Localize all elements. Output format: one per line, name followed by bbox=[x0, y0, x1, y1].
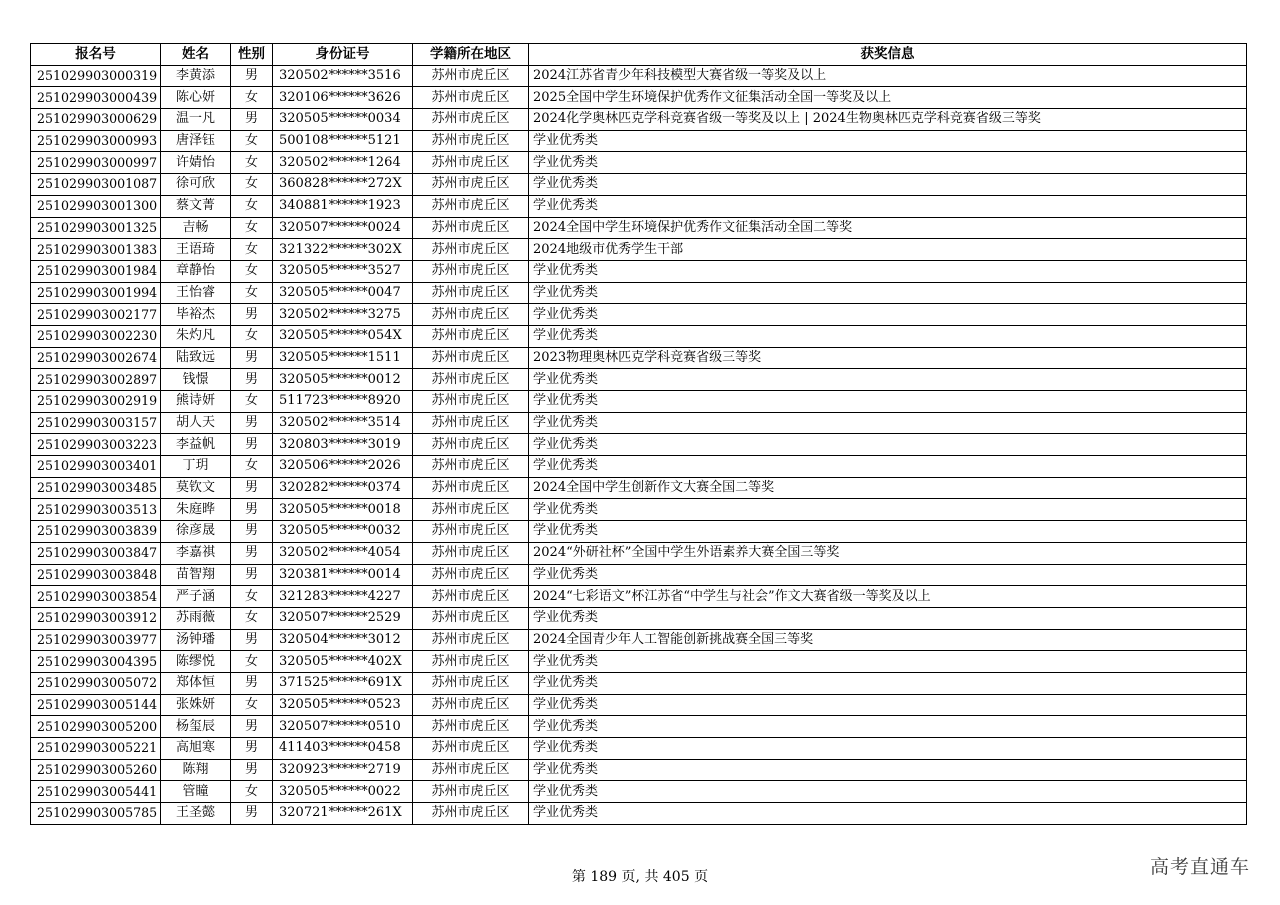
name-cell: 王怡睿 bbox=[161, 282, 231, 304]
id-number-cell: 320507******2529 bbox=[273, 607, 413, 629]
region-cell: 苏州市虎丘区 bbox=[413, 586, 529, 608]
registration-no-cell: 251029903000629 bbox=[31, 109, 161, 131]
id-number-cell: 320502******1264 bbox=[273, 152, 413, 174]
region-cell: 苏州市虎丘区 bbox=[413, 391, 529, 413]
registration-no-cell: 251029903001383 bbox=[31, 239, 161, 261]
table-row bbox=[31, 542, 1247, 564]
registration-no-cell: 251029903005221 bbox=[31, 738, 161, 760]
name-cell: 唐泽钰 bbox=[161, 130, 231, 152]
award-info-cell: 学业优秀类 bbox=[529, 651, 1247, 673]
registration-no-cell: 251029903005441 bbox=[31, 781, 161, 803]
gender-cell: 男 bbox=[231, 304, 273, 326]
name-cell: 徐可欣 bbox=[161, 174, 231, 196]
gender-cell: 男 bbox=[231, 477, 273, 499]
award-info-cell: 2024“七彩语文”杯江苏省“中学生与社会”作文大赛省级一等奖及以上 bbox=[529, 586, 1247, 608]
registration-no-cell: 251029903003977 bbox=[31, 629, 161, 651]
award-info-cell: 学业优秀类 bbox=[529, 391, 1247, 413]
gender-cell: 女 bbox=[231, 130, 273, 152]
gender-cell: 女 bbox=[231, 217, 273, 239]
table-row bbox=[31, 325, 1247, 347]
award-info-cell: 学业优秀类 bbox=[529, 260, 1247, 282]
table-row bbox=[31, 716, 1247, 738]
name-cell: 章静怡 bbox=[161, 260, 231, 282]
gender-cell: 男 bbox=[231, 738, 273, 760]
name-cell: 胡人天 bbox=[161, 412, 231, 434]
table-row bbox=[31, 456, 1247, 478]
table-row bbox=[31, 651, 1247, 673]
gender-cell: 男 bbox=[231, 542, 273, 564]
region-cell: 苏州市虎丘区 bbox=[413, 607, 529, 629]
header-gender: 性别 bbox=[231, 44, 273, 66]
region-cell: 苏州市虎丘区 bbox=[413, 152, 529, 174]
id-number-cell: 320803******3019 bbox=[273, 434, 413, 456]
region-cell: 苏州市虎丘区 bbox=[413, 434, 529, 456]
table-row bbox=[31, 152, 1247, 174]
name-cell: 蔡文菁 bbox=[161, 195, 231, 217]
table-row bbox=[31, 260, 1247, 282]
name-cell: 钱憬 bbox=[161, 369, 231, 391]
award-info-cell: 2024全国中学生创新作文大赛全国二等奖 bbox=[529, 477, 1247, 499]
gender-cell: 女 bbox=[231, 325, 273, 347]
region-cell: 苏州市虎丘区 bbox=[413, 477, 529, 499]
registration-no-cell: 251029903002230 bbox=[31, 325, 161, 347]
gender-cell: 女 bbox=[231, 174, 273, 196]
table-row bbox=[31, 217, 1247, 239]
id-number-cell: 320106******3626 bbox=[273, 87, 413, 109]
region-cell: 苏州市虎丘区 bbox=[413, 130, 529, 152]
award-info-cell: 学业优秀类 bbox=[529, 521, 1247, 543]
registration-no-cell: 251029903005785 bbox=[31, 803, 161, 825]
name-cell: 王语琦 bbox=[161, 239, 231, 261]
award-info-cell: 学业优秀类 bbox=[529, 803, 1247, 825]
name-cell: 管瞳 bbox=[161, 781, 231, 803]
name-cell: 温一凡 bbox=[161, 109, 231, 131]
region-cell: 苏州市虎丘区 bbox=[413, 781, 529, 803]
name-cell: 熊诗妍 bbox=[161, 391, 231, 413]
table-row bbox=[31, 65, 1247, 87]
region-cell: 苏州市虎丘区 bbox=[413, 456, 529, 478]
name-cell: 陆致远 bbox=[161, 347, 231, 369]
award-info-cell: 学业优秀类 bbox=[529, 412, 1247, 434]
registration-no-cell: 251029903001984 bbox=[31, 260, 161, 282]
gender-cell: 女 bbox=[231, 152, 273, 174]
table-row bbox=[31, 87, 1247, 109]
gender-cell: 男 bbox=[231, 347, 273, 369]
id-number-cell: 320923******2719 bbox=[273, 759, 413, 781]
award-info-cell: 2024化学奥林匹克学科竞赛省级一等奖及以上 | 2024生物奥林匹克学科竞赛省级三等奖 bbox=[529, 109, 1247, 131]
name-cell: 李黄添 bbox=[161, 65, 231, 87]
registration-table bbox=[30, 43, 1247, 825]
region-cell: 苏州市虎丘区 bbox=[413, 65, 529, 87]
region-cell: 苏州市虎丘区 bbox=[413, 672, 529, 694]
registration-no-cell: 251029903005260 bbox=[31, 759, 161, 781]
registration-no-cell: 251029903002897 bbox=[31, 369, 161, 391]
table-row bbox=[31, 391, 1247, 413]
registration-no-cell: 251029903001325 bbox=[31, 217, 161, 239]
table-row bbox=[31, 694, 1247, 716]
id-number-cell: 321283******4227 bbox=[273, 586, 413, 608]
region-cell: 苏州市虎丘区 bbox=[413, 412, 529, 434]
table-row bbox=[31, 521, 1247, 543]
gender-cell: 男 bbox=[231, 499, 273, 521]
region-cell: 苏州市虎丘区 bbox=[413, 109, 529, 131]
award-info-cell: 学业优秀类 bbox=[529, 434, 1247, 456]
page-number: 第 189 页, 共 405 页 bbox=[571, 869, 709, 885]
table-body bbox=[31, 65, 1247, 824]
id-number-cell: 320505******0032 bbox=[273, 521, 413, 543]
table-row bbox=[31, 109, 1247, 131]
table-row bbox=[31, 738, 1247, 760]
name-cell: 徐彦晟 bbox=[161, 521, 231, 543]
id-number-cell: 320507******0510 bbox=[273, 716, 413, 738]
name-cell: 朱灼凡 bbox=[161, 325, 231, 347]
watermark-text: 高考直通车 bbox=[1149, 856, 1250, 878]
id-number-cell: 340881******1923 bbox=[273, 195, 413, 217]
region-cell: 苏州市虎丘区 bbox=[413, 325, 529, 347]
table-row bbox=[31, 304, 1247, 326]
table-row bbox=[31, 282, 1247, 304]
id-number-cell: 320505******0012 bbox=[273, 369, 413, 391]
award-info-cell: 2023物理奥林匹克学科竞赛省级三等奖 bbox=[529, 347, 1247, 369]
award-info-cell: 学业优秀类 bbox=[529, 130, 1247, 152]
award-info-cell: 2024全国中学生环境保护优秀作文征集活动全国二等奖 bbox=[529, 217, 1247, 239]
registration-no-cell: 251029903005200 bbox=[31, 716, 161, 738]
name-cell: 许婧怡 bbox=[161, 152, 231, 174]
id-number-cell: 320505******0018 bbox=[273, 499, 413, 521]
registration-no-cell: 251029903002674 bbox=[31, 347, 161, 369]
header-region: 学籍所在地区 bbox=[413, 44, 529, 66]
registration-no-cell: 251029903002919 bbox=[31, 391, 161, 413]
registration-no-cell: 251029903001087 bbox=[31, 174, 161, 196]
registration-no-cell: 251029903001300 bbox=[31, 195, 161, 217]
header-id-number: 身份证号 bbox=[273, 44, 413, 66]
table-row bbox=[31, 369, 1247, 391]
registration-no-cell: 251029903000997 bbox=[31, 152, 161, 174]
region-cell: 苏州市虎丘区 bbox=[413, 282, 529, 304]
gender-cell: 女 bbox=[231, 87, 273, 109]
award-info-cell: 学业优秀类 bbox=[529, 607, 1247, 629]
table-row bbox=[31, 564, 1247, 586]
id-number-cell: 320505******0523 bbox=[273, 694, 413, 716]
registration-no-cell: 251029903001994 bbox=[31, 282, 161, 304]
region-cell: 苏州市虎丘区 bbox=[413, 347, 529, 369]
name-cell: 高旭寒 bbox=[161, 738, 231, 760]
gender-cell: 女 bbox=[231, 239, 273, 261]
award-info-cell: 2024“外研社杯”全国中学生外语素养大赛全国三等奖 bbox=[529, 542, 1247, 564]
region-cell: 苏州市虎丘区 bbox=[413, 217, 529, 239]
id-number-cell: 320502******3516 bbox=[273, 65, 413, 87]
registration-no-cell: 251029903000439 bbox=[31, 87, 161, 109]
id-number-cell: 320721******261X bbox=[273, 803, 413, 825]
region-cell: 苏州市虎丘区 bbox=[413, 803, 529, 825]
name-cell: 莫钦文 bbox=[161, 477, 231, 499]
registration-no-cell: 251029903003912 bbox=[31, 607, 161, 629]
name-cell: 吉畅 bbox=[161, 217, 231, 239]
region-cell: 苏州市虎丘区 bbox=[413, 716, 529, 738]
region-cell: 苏州市虎丘区 bbox=[413, 738, 529, 760]
id-number-cell: 411403******0458 bbox=[273, 738, 413, 760]
region-cell: 苏州市虎丘区 bbox=[413, 521, 529, 543]
gender-cell: 女 bbox=[231, 282, 273, 304]
region-cell: 苏州市虎丘区 bbox=[413, 629, 529, 651]
registration-no-cell: 251029903003847 bbox=[31, 542, 161, 564]
table-row bbox=[31, 803, 1247, 825]
gender-cell: 男 bbox=[231, 65, 273, 87]
id-number-cell: 320504******3012 bbox=[273, 629, 413, 651]
registration-no-cell: 251029903003223 bbox=[31, 434, 161, 456]
award-info-cell: 学业优秀类 bbox=[529, 781, 1247, 803]
id-number-cell: 320505******054X bbox=[273, 325, 413, 347]
table-row bbox=[31, 347, 1247, 369]
gender-cell: 男 bbox=[231, 109, 273, 131]
table-row bbox=[31, 477, 1247, 499]
name-cell: 陈心妍 bbox=[161, 87, 231, 109]
id-number-cell: 371525******691X bbox=[273, 672, 413, 694]
id-number-cell: 320505******3527 bbox=[273, 260, 413, 282]
registration-no-cell: 251029903003839 bbox=[31, 521, 161, 543]
id-number-cell: 320505******0034 bbox=[273, 109, 413, 131]
name-cell: 李益帆 bbox=[161, 434, 231, 456]
award-info-cell: 学业优秀类 bbox=[529, 325, 1247, 347]
registration-no-cell: 251029903005144 bbox=[31, 694, 161, 716]
award-info-cell: 学业优秀类 bbox=[529, 174, 1247, 196]
award-info-cell: 学业优秀类 bbox=[529, 195, 1247, 217]
id-number-cell: 320505******0047 bbox=[273, 282, 413, 304]
id-number-cell: 320282******0374 bbox=[273, 477, 413, 499]
region-cell: 苏州市虎丘区 bbox=[413, 87, 529, 109]
name-cell: 朱庭晔 bbox=[161, 499, 231, 521]
gender-cell: 男 bbox=[231, 759, 273, 781]
id-number-cell: 320507******0024 bbox=[273, 217, 413, 239]
id-number-cell: 320505******0022 bbox=[273, 781, 413, 803]
registration-no-cell: 251029903005072 bbox=[31, 672, 161, 694]
region-cell: 苏州市虎丘区 bbox=[413, 174, 529, 196]
name-cell: 郑体恒 bbox=[161, 672, 231, 694]
registration-no-cell: 251029903003157 bbox=[31, 412, 161, 434]
id-number-cell: 320505******402X bbox=[273, 651, 413, 673]
gender-cell: 女 bbox=[231, 781, 273, 803]
name-cell: 张姝妍 bbox=[161, 694, 231, 716]
gender-cell: 男 bbox=[231, 434, 273, 456]
gender-cell: 男 bbox=[231, 521, 273, 543]
region-cell: 苏州市虎丘区 bbox=[413, 759, 529, 781]
region-cell: 苏州市虎丘区 bbox=[413, 694, 529, 716]
region-cell: 苏州市虎丘区 bbox=[413, 564, 529, 586]
award-info-cell: 学业优秀类 bbox=[529, 738, 1247, 760]
registration-no-cell: 251029903003513 bbox=[31, 499, 161, 521]
gender-cell: 男 bbox=[231, 672, 273, 694]
id-number-cell: 360828******272X bbox=[273, 174, 413, 196]
table-row bbox=[31, 781, 1247, 803]
award-info-cell: 学业优秀类 bbox=[529, 499, 1247, 521]
award-info-cell: 学业优秀类 bbox=[529, 456, 1247, 478]
gender-cell: 男 bbox=[231, 629, 273, 651]
gender-cell: 男 bbox=[231, 803, 273, 825]
award-info-cell: 学业优秀类 bbox=[529, 759, 1247, 781]
name-cell: 陈缪悦 bbox=[161, 651, 231, 673]
table-row bbox=[31, 607, 1247, 629]
header-registration-no: 报名号 bbox=[31, 44, 161, 66]
gender-cell: 男 bbox=[231, 716, 273, 738]
award-info-cell: 2024江苏省青少年科技模型大赛省级一等奖及以上 bbox=[529, 65, 1247, 87]
name-cell: 汤钟璠 bbox=[161, 629, 231, 651]
name-cell: 苏雨薇 bbox=[161, 607, 231, 629]
registration-no-cell: 251029903003485 bbox=[31, 477, 161, 499]
gender-cell: 男 bbox=[231, 412, 273, 434]
award-info-cell: 2024全国青少年人工智能创新挑战赛全国三等奖 bbox=[529, 629, 1247, 651]
gender-cell: 女 bbox=[231, 195, 273, 217]
id-number-cell: 320506******2026 bbox=[273, 456, 413, 478]
id-number-cell: 320502******4054 bbox=[273, 542, 413, 564]
table-row bbox=[31, 195, 1247, 217]
gender-cell: 男 bbox=[231, 369, 273, 391]
registration-no-cell: 251029903000993 bbox=[31, 130, 161, 152]
table-row bbox=[31, 629, 1247, 651]
gender-cell: 女 bbox=[231, 651, 273, 673]
registration-no-cell: 251029903002177 bbox=[31, 304, 161, 326]
gender-cell: 女 bbox=[231, 260, 273, 282]
region-cell: 苏州市虎丘区 bbox=[413, 260, 529, 282]
gender-cell: 女 bbox=[231, 456, 273, 478]
name-cell: 丁玥 bbox=[161, 456, 231, 478]
registration-no-cell: 251029903003401 bbox=[31, 456, 161, 478]
name-cell: 陈翔 bbox=[161, 759, 231, 781]
gender-cell: 女 bbox=[231, 694, 273, 716]
region-cell: 苏州市虎丘区 bbox=[413, 542, 529, 564]
award-info-cell: 学业优秀类 bbox=[529, 564, 1247, 586]
registration-no-cell: 251029903003854 bbox=[31, 586, 161, 608]
award-info-cell: 学业优秀类 bbox=[529, 152, 1247, 174]
registration-no-cell: 251029903004395 bbox=[31, 651, 161, 673]
gender-cell: 女 bbox=[231, 586, 273, 608]
header-name: 姓名 bbox=[161, 44, 231, 66]
award-info-cell: 2025全国中学生环境保护优秀作文征集活动全国一等奖及以上 bbox=[529, 87, 1247, 109]
gender-cell: 女 bbox=[231, 391, 273, 413]
table-row bbox=[31, 174, 1247, 196]
award-info-cell: 学业优秀类 bbox=[529, 369, 1247, 391]
region-cell: 苏州市虎丘区 bbox=[413, 651, 529, 673]
registration-no-cell: 251029903003848 bbox=[31, 564, 161, 586]
region-cell: 苏州市虎丘区 bbox=[413, 195, 529, 217]
table-row bbox=[31, 130, 1247, 152]
gender-cell: 女 bbox=[231, 607, 273, 629]
award-info-cell: 学业优秀类 bbox=[529, 672, 1247, 694]
id-number-cell: 511723******8920 bbox=[273, 391, 413, 413]
id-number-cell: 320502******3275 bbox=[273, 304, 413, 326]
region-cell: 苏州市虎丘区 bbox=[413, 239, 529, 261]
award-info-cell: 学业优秀类 bbox=[529, 304, 1247, 326]
region-cell: 苏州市虎丘区 bbox=[413, 369, 529, 391]
id-number-cell: 320381******0014 bbox=[273, 564, 413, 586]
name-cell: 苗智翔 bbox=[161, 564, 231, 586]
region-cell: 苏州市虎丘区 bbox=[413, 499, 529, 521]
id-number-cell: 500108******5121 bbox=[273, 130, 413, 152]
header-award-info: 获奖信息 bbox=[529, 44, 1247, 66]
name-cell: 严子涵 bbox=[161, 586, 231, 608]
table-row bbox=[31, 239, 1247, 261]
table-row bbox=[31, 759, 1247, 781]
id-number-cell: 321322******302X bbox=[273, 239, 413, 261]
id-number-cell: 320502******3514 bbox=[273, 412, 413, 434]
table-row bbox=[31, 412, 1247, 434]
table-row bbox=[31, 499, 1247, 521]
table-row bbox=[31, 586, 1247, 608]
registration-no-cell: 251029903000319 bbox=[31, 65, 161, 87]
name-cell: 毕裕杰 bbox=[161, 304, 231, 326]
table-row bbox=[31, 672, 1247, 694]
name-cell: 李嘉祺 bbox=[161, 542, 231, 564]
table-header-row bbox=[31, 44, 1247, 66]
award-info-cell: 学业优秀类 bbox=[529, 694, 1247, 716]
table-row bbox=[31, 434, 1247, 456]
award-info-cell: 学业优秀类 bbox=[529, 282, 1247, 304]
id-number-cell: 320505******1511 bbox=[273, 347, 413, 369]
region-cell: 苏州市虎丘区 bbox=[413, 304, 529, 326]
name-cell: 王圣懿 bbox=[161, 803, 231, 825]
award-info-cell: 2024地级市优秀学生干部 bbox=[529, 239, 1247, 261]
name-cell: 杨玺辰 bbox=[161, 716, 231, 738]
gender-cell: 男 bbox=[231, 564, 273, 586]
award-info-cell: 学业优秀类 bbox=[529, 716, 1247, 738]
